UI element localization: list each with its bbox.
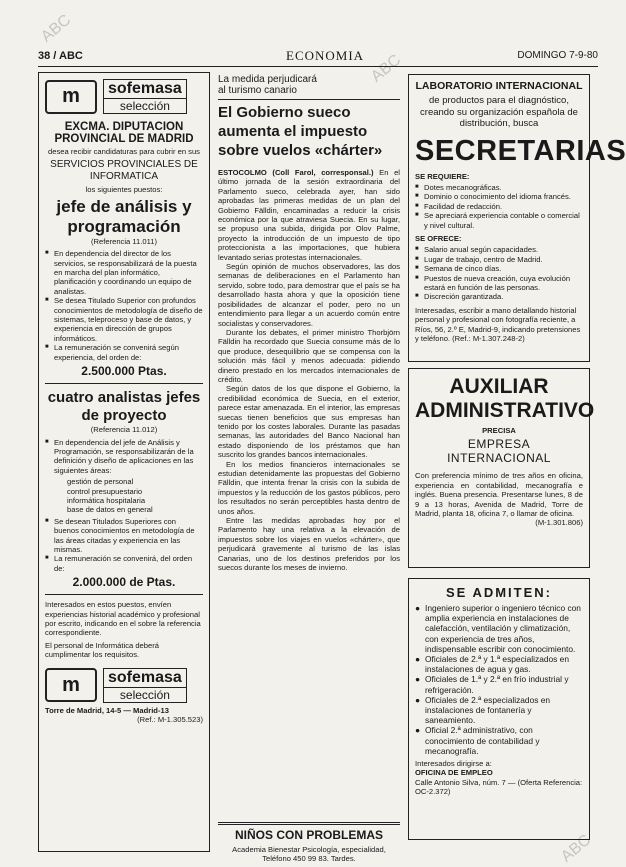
bullet-icon: ● xyxy=(415,725,421,736)
secretarias-title: SECRETARIAS xyxy=(415,134,626,167)
page-number: 38 / ABC xyxy=(38,50,83,62)
se-admiten-ad: SE ADMITEN: ● Ingeniero superior o ingeniero técnico con amplia experiencia en instalaciones de calefacción, ventilación y climatización, con experiencia de tres años, indispensable escribir con conocimiento. ● Oficiales de 2.ª y 1.ª especializados en instalaciones de agua y gas. ● Oficiales de 1.ª y 2.ª en frío industrial y refrigeración. ● Oficiales de 2.ª especializados en instalaciones de fontanería y saneamiento. ● Oficial 2.ª administrativo, con conocimiento de contabilidad y mecanografía. Interesados dirigirse a: OFICINA DE EMPLEO Calle Antonio Silva, núm. 7 — (Oferta Referencia: OC-2.372) xyxy=(408,578,590,840)
article-headline: El Gobierno sueco aumenta el impuesto sobre vuelos «chárter» xyxy=(218,104,383,159)
page-header xyxy=(38,48,598,67)
bullet-icon: ● xyxy=(415,694,421,705)
job-title-2: cuatro analistas jefes de proyecto xyxy=(47,389,201,425)
bullet-icon: ● xyxy=(415,674,421,685)
salary-1: 2.500.000 Ptas. xyxy=(81,364,167,379)
box-title: NIÑOS CON PROBLEMAS xyxy=(234,828,383,842)
sofemasa-mark-icon: m xyxy=(45,668,97,702)
laboratorio-ad: LABORATORIO INTERNACIONAL de productos para el diagnóstico, creando su organización española de distribución, busca SECRETARIAS SE REQUIERE: ■ Dotes mecanográficas. ■ Dominio o conocimiento del idioma francés. ■ Facilidad de redacción. ■ Se apreciará experiencia contable o comercial y nivel cultural. SE OFRECE: ■ Salario anual según capacidades. ■ Lugar de trabajo, centro de Madrid. ■ Semana de cinco días. ■ Puestos de nueva creación, cuya evolución estará en función de las personas. ■ Discreción garantizada. Interesadas, escribir a mano detallando historial personal y profesional con fotografía reciente, a Ríos, 56, 2.º E, Madrid-9, indicando pretensiones y teléfono. (Ref.: M-1.307.248-2) xyxy=(408,74,590,362)
bullet-icon: ● xyxy=(415,603,421,613)
sofemasa-logo: m sofemasa selección xyxy=(45,79,203,114)
salary-2: 2.000.000 de Ptas. xyxy=(72,575,176,590)
auxiliar-ad: AUXILIAR ADMINISTRATIVO PRECISA EMPRESA INTERNACIONAL Con preferencia mínimo de tres años en oficina, experiencia en contabilidad, mecanografía e inglés. Buena presencia. Presentarse lunes, 8 de 9 a 13 horas, Avenida de Madrid, Torre de Madrid, planta 18, oficina 7, o llamar de oficina. (M-1.301.806) xyxy=(408,368,590,568)
article-sweden-tax: La medida perjudicará al turismo canario El Gobierno sueco aumenta el impuesto sobre vuelos «chárter» ESTOCOLMO (Coll Farol, corresponsal.) En el último jornada de la sesión extraordinaria del Parlamento sueco, celebrada ayer, han sido aprobadas las primeras medidas de un plan del Gobierno Fälldin, encaminadas a reducir la crisis económica por la que atraviesa Suecia. En su lugar, se propuso una subida, dirigida por Olov Palme, proyecto la introducción de un impuesto de tipo proteccionista a las importaciones, que hubiera levantado serias protestas internacionales. Según opinión de muchos observadores, las dos semanas de deliberaciones en el Parlamento han servido, sobre todo, para demostrar que el país se ha desarrollado hasta ahora y que la oposición tiene posibilidades de alcanzar el poder, pero no un entendimiento para llegar a un acuerdo común entre socialistas y conservadores. Durante los debates, el primer ministro Thorbjörn Fälldin ha recordado que Suecia consume más de lo que produce, desequilibrio que se compensa con la solución más fácil y menos adecuada: pidiendo dinero prestado en los mercados internacionales de crédito. Según datos de los que dispone el Gobierno, la credibilidad económica de Suecia, en el exterior, parece estar amenazada. En el interior, las empresas suecas tienen beneficios que sus empresas han tenido por los costes laborales. Durante las pasadas semanas, las autoridades del Banco Nacional han estado disponiendo de los préstamos que han suscrito los grandes bancos internacionales. En los medios financieros internacionales se estudian detenidamente las propuestas del Gobierno Fälldin, que intenta frenar la crisis con la subida de impuestos y la reducción de los gastos públicos, pero los resultados no serán perceptibles hasta dentro de unos años. Entre las medidas aprobadas hoy por el Parlamento hay una relativa a la elevación de impuestos sobre los viajes en vuelos «chárter», que perjudicará gravemente al turismo de las islas Canarias, uno de los destinos preferidos por los suecos durante los meses de invierno. NIÑOS CON PROBLEMAS Academia Bienestar Psicología, especialidad, Teléfono 450 99 83. Tardes. xyxy=(218,74,400,864)
diputacion-ad: m sofemasa selección EXCMA. DIPUTACION PROVINCIAL DE MADRID desea recibir candidaturas para cubrir en sus SERVICIOS PROVINCIALES DE INFORMATICA los siguientes puestos: jefe de análisis y programación (Referencia 11.011) ■ En dependencia del director de los servicios, se responsabilizará de la puesta en marcha del plan informático, planificación y coordinando un equipo de analistas. ■ Se desea Titulado Superior con profundos conocimientos de metodología de diseño de sistemas, teleproceso y base de datos, y experiencia en dirección de grupos informáticos. ■ La remuneración se convenirá según experiencia, del orden de: 2.500.000 Ptas. cuatro analistas jefes de proyecto (Referencia 11.012) ■ En dependencia del jefe de Análisis y Programación, se responsabilizarán de la definición y diseño de aplicaciones en las siguientes áreas: gestión de personal control presupuestario informática hospitalaria base de datos en general ■ Se desean Titulados Superiores con buenos conocimientos en metodología de las áreas citadas y experiencia en las mismas. ■ La remuneración se convenirá, del orden de: 2.000.000 de Ptas. Interesados en estos puestos, envíen experiencias historial académico y profesional por escrito, indicando en el sobre la referencia correspondiente. El personal de Informática deberá cumplimentar los requisitos. m sofemasa selección Torre de Madrid, 14-5 — Madrid-13 (Ref.: M-1.305.523) xyxy=(38,72,210,852)
watermark-abc: ABC xyxy=(558,831,595,866)
sofemasa-logo-footer: m sofemasa selección xyxy=(45,668,203,703)
sofemasa-mark-icon: m xyxy=(45,80,97,114)
watermark-abc: ABC xyxy=(368,51,405,86)
section-title: ECONOMIA xyxy=(286,48,365,63)
job-title-1: jefe de análisis y programación xyxy=(56,196,192,236)
bullet-icon: ● xyxy=(415,654,421,665)
issue-date: DOMINGO 7-9-80 xyxy=(517,50,598,61)
watermark-abc: ABC xyxy=(38,11,75,46)
